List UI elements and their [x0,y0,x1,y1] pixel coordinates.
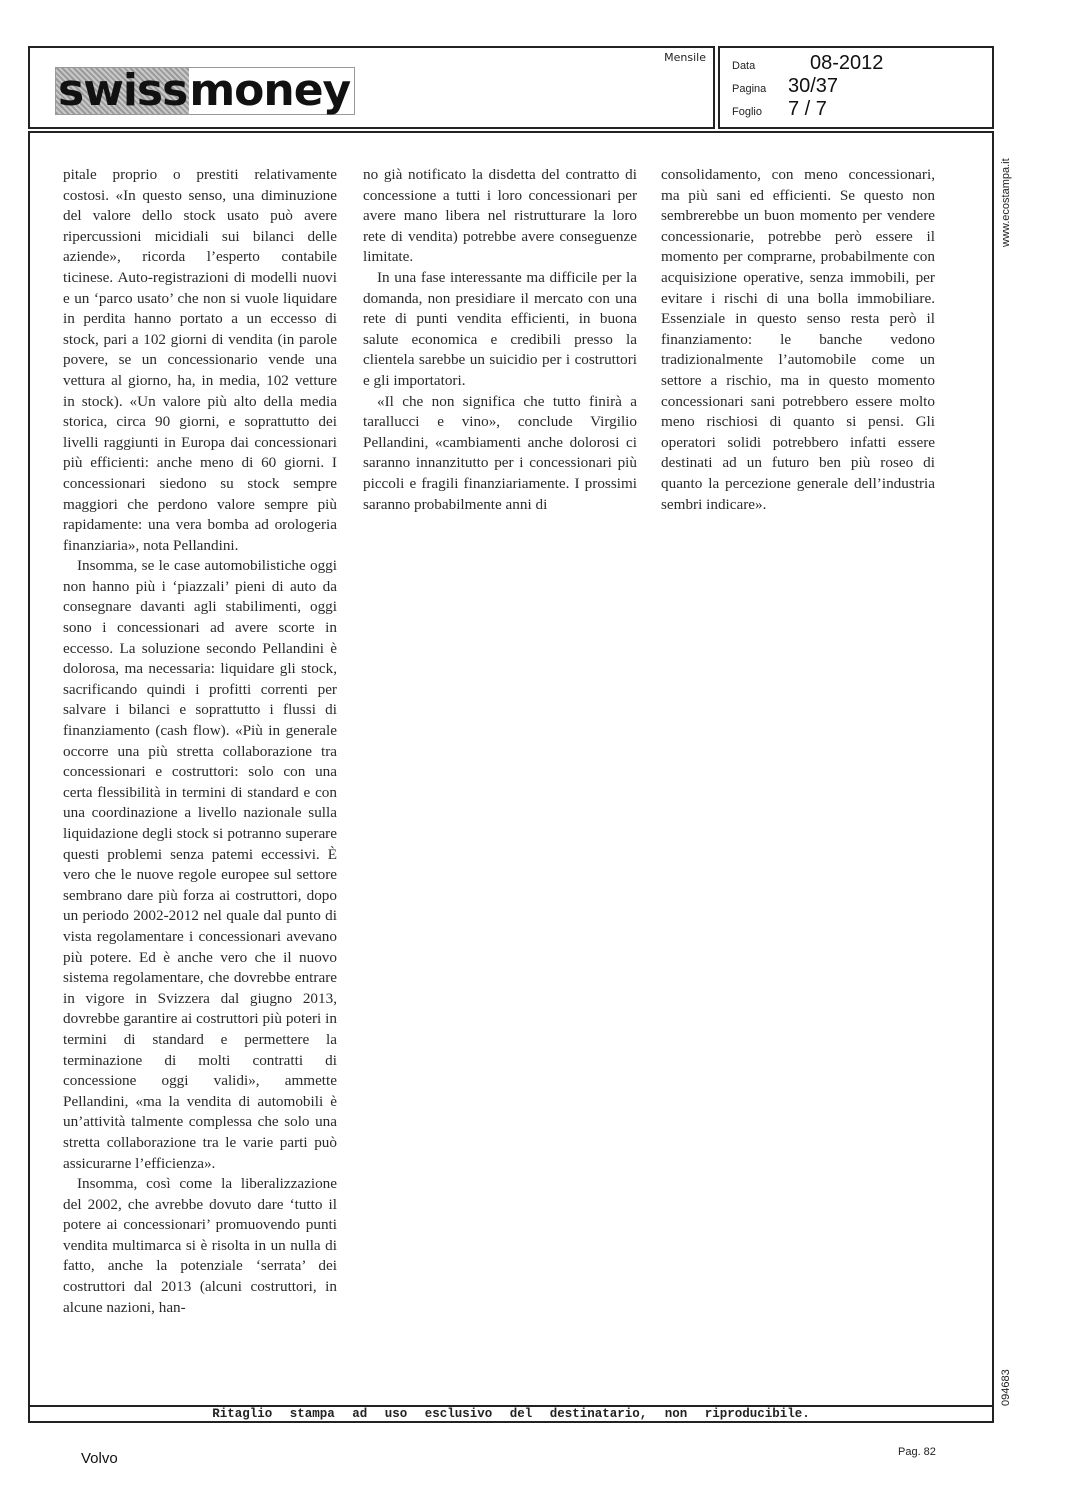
masthead-box [28,46,715,129]
logo-swiss-part: swiss [58,65,188,116]
logo-money-part: money [189,68,354,114]
paragraph: pitale proprio o prestiti relativamente costosi. «In questo senso, una diminuzione del valore dello stock usato può avere ripercussioni micidiali sui bilanci delle aziende», ricorda l’esperto contabile ticinese. Auto-registrazioni di modelli nuovi e un ‘parco usato’ che non si vuole liquidare in perdita hanno portato a un eccesso di stock, pari a 102 giorni di vendita (in parole povere, se un concessionario vende una vettura al giorno, ha, in media, 102 vetture in stock). «Un valore più alto della media storica, circa 90 giorni, e soprattutto dei livelli raggiunti in Europa dai concessionari più efficienti: anche meno di 60 giorni. I concessionari siedono su stock sempre maggiori che perdono valore sempre più rapidamente: una vera bomba ad orologeria finanziaria», nota Pellandini. [63,166,337,554]
client-name: Volvo [81,1450,118,1467]
article-column-2 [363,165,637,515]
swissmoney-logo [55,67,355,115]
page-number: Pag. 82 [898,1446,936,1458]
paragraph: consolidamento, con meno concessionari, ma più sani ed efficienti. Se questo non sembrerebbe un buon momento per vendere concessionarie, potrebbe però essere il momento per comprarne, probabilmente con acquisizione operative, senza immobili, per evitare i rischi di una bolla immobiliare. Essenziale in questo senso resta però il finanziamento: le banche vedono tradizionalmente l’automobile come un settore a rischio, ma in questo momento concessionari sani potrebbero essere molto meno rischiosi di quanto si pensi. Gli operatori solidi potrebbero infatti essere destinati ad un futuro ben più roseo di quanto la percezione generale dell’industria sembri indicare». [661,166,935,513]
document-code: 094683 [1000,1369,1012,1406]
sheet-label: Foglio [732,106,762,118]
sheet-value: 7 / 7 [788,98,827,120]
source-website: www.ecostampa.it [1000,158,1012,247]
date-value: 08-2012 [810,52,884,74]
date-label: Data [732,60,756,72]
page-value: 30/37 [788,75,839,97]
article-body [28,131,994,1423]
frequency-label: Mensile [664,51,706,64]
page-label: Pagina [732,83,767,95]
reproduction-notice: Ritaglio stampa ad uso esclusivo del destinatario, non riproducibile. [212,1407,810,1421]
metadata-box [718,46,994,129]
paragraph: Insomma, così come la liberalizzazione del 2002, che avrebbe dovuto dare ‘tutto il potere ai concessionari’ promuovendo punti vendita multimarca si è risolta in un nulla di fatto, anche la potenziale ‘serrata’ dei costruttori dal 2013 (alcuni costruttori, in alcune nazioni, han- [63,1175,337,1316]
meta-date-row [732,52,883,75]
paragraph: In una fase interessante ma difficile per la domanda, non presidiare il mercato con una rete di punti vendita efficienti, in buona salute economica e credibili presso la clientela sarebbe un suicidio per i costruttori e gli importatori. [363,268,637,389]
paragraph: Insomma, se le case automobilistiche oggi non hanno più i ‘piazzali’ pieni di auto da consegnare davanti agli stabilimenti, oggi sono i concessionari ad avere scorte in eccesso. La soluzione secondo Pellandini è dolorosa, ma necessaria: liquidare gli stock, sacrificando quindi i profitti correnti per salvare i bilanci e soprattutto i flussi di finanziamento (cash flow). «Più in generale occorre una più stretta collaborazione tra concessionari e costruttori: solo con una certa flessibilità in termini di standard e con una coordinazione a livello nazionale sulla liquidazione degli stock si potranno superare questi problemi senza patemi eccessivi. È vero che le nuove regole europee sul settore sembrano dare più forza ai costruttori, dopo un periodo 2002-2012 nel quale dal punto di vista regolamentare i concessionari avevano più potere. Ed è anche vero che il nuovo sistema regolamentare, che dovrebbe entrare in vigore in Svizzera dal giugno 2013, dovrebbe garantire ai costruttori più poteri in termini di standard e permettere la terminazione di molti contratti di concessione oggi validi», ammette Pellandini, «ma la vendita di automobili è un’attività talmente complessa che solo una stretta collaborazione tra le varie parti può assicurarne l’efficienza». [63,557,337,1172]
article-column-1 [63,165,337,1318]
paragraph: no già notificato la disdetta del contratto di concessione a tutti i loro concessionari per avere mano libera nel ristrutturare la loro rete di vendita) potrebbe avere conseguenze limitate. [363,166,637,266]
meta-sheet-row [732,98,827,121]
paragraph: «Il che non significa che tutto finirà a tarallucci e vino», conclude Virgilio Pellandini, «cambiamenti anche dolorosi ci saranno innanzitutto per i concessionari più piccoli e fragili finanziariamente. I prossimi saranno probabilmente anni di [363,392,637,513]
article-column-3 [661,165,935,515]
meta-page-row [732,75,838,98]
